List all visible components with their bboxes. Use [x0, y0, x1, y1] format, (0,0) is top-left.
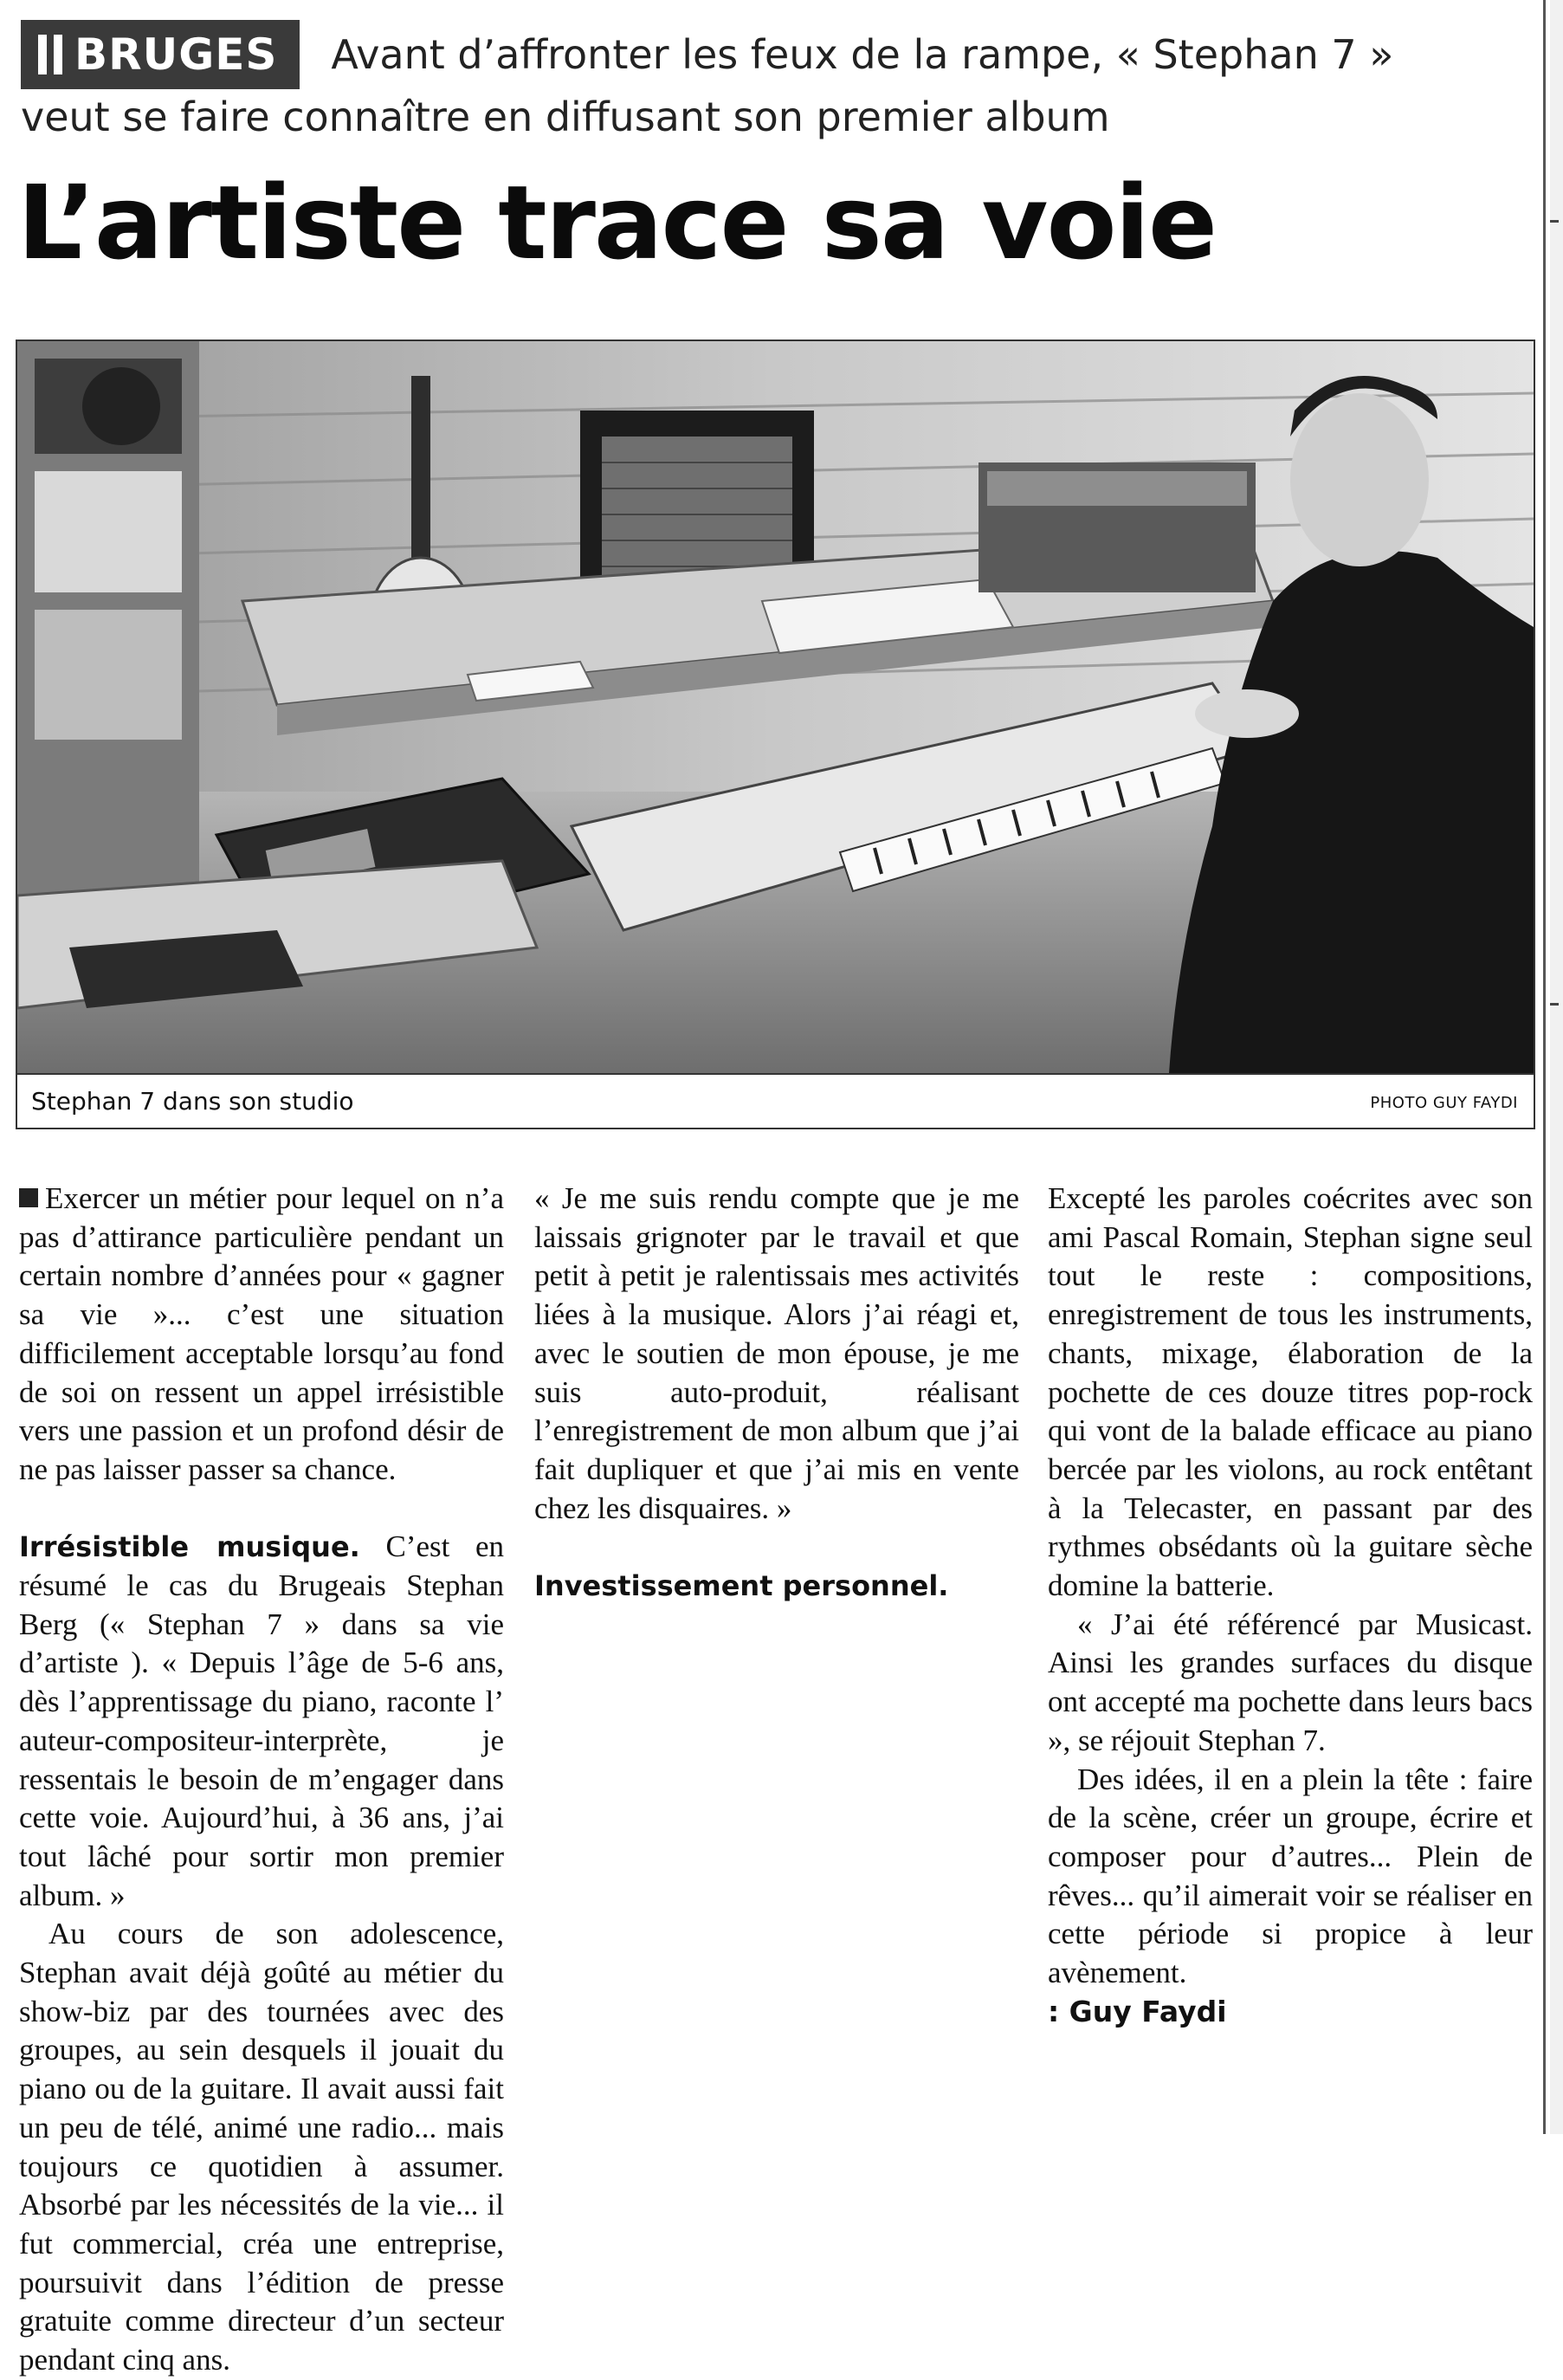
paragraph: « Je me suis rendu compte que je me laissais grignoter par le travail et que petit à petit je ralentissais mes activités liées à la musique. Alors j’ai réagi et, avec le soutien de mon épouse, je me suis auto-produit, réalisant l’enregistrement de mon album que j’ai fait dupliquer et que j’ai mis en vente chez les disquaires. » [534, 1181, 1019, 1525]
paragraph: « J’ai été référencé par Musicast. Ainsi les grandes surfaces du disque ont accepté ma pochette dans leurs bacs », se réjouit Stephan 7. [1048, 1607, 1533, 1757]
margin-tick [1550, 220, 1559, 223]
subhead: Investissement personnel. [534, 1569, 949, 1603]
headline: L’artiste trace sa voie [17, 163, 1217, 282]
column-1 [19, 1180, 504, 2380]
caption-bar [17, 1073, 1534, 1128]
column-3 [1048, 1180, 1533, 2115]
kicker [21, 17, 1393, 92]
page-edge [1550, 0, 1563, 2134]
kicker-line-2: veut se faire connaître en diffusant son premier album [21, 94, 1110, 140]
paragraph [19, 1180, 504, 1490]
paragraph-text: Exercer un métier pour lequel on n’a pas d’attirance particulière pendant un certain nombre d’années pour « gagner sa vie »... c’est une situation difficilement acceptable lorsqu’au fond de soi on ressent un appel irrésistible vers une passion et un profond désir de ne pas laisser passer sa chance. [19, 1181, 504, 1486]
signature-line [1048, 1993, 1533, 2032]
column-rule [1543, 0, 1546, 2134]
signature: : Guy Faydi [1048, 1994, 1227, 2028]
paragraph [19, 1528, 504, 1915]
city-label: BRUGES [74, 29, 278, 80]
kicker-line-1: Avant d’affronter les feux de la rampe, « Stephan 7 » [331, 31, 1394, 78]
paragraph: Excepté les paroles coécrites avec son ami Pascal Romain, Stephan signe seul tout le reste : compositions, enregistrement de tous les instruments, chants, mixage, élaboration de la pochette de ces douze titres pop-rock qui vont de la balade efficace au piano bercée par les violons, au rock entêtant à la Telecaster, en passant par des rythmes obsédants où la guitare sèche domine la batterie. [1048, 1181, 1533, 1603]
photo-caption: Stephan 7 dans son studio [31, 1087, 354, 1116]
paragraph-marker-icon [19, 1188, 38, 1207]
paragraph-text: C’est en résumé le cas du Brugeais Stephan Berg (« Stephan 7 » dans sa vie d’artiste ). « Depuis l’âge de 5-6 ans, dès l’apprentissage du piano, raconte l’ auteur-compositeur-interprète, je ressentais le besoin de m’engager dans cette voie. Aujourd’hui, à 36 ans, j’ai tout lâché pour sortir mon premier album. » [19, 1530, 504, 1912]
section-bars-icon [38, 35, 62, 74]
paragraph: Des idées, il en a plein la tête : faire de la scène, créer un groupe, écrire et composer pour d’autres... Plein de rêves... qu’il aimerait voir se réaliser en cette période si propice à leur avènement. [1048, 1762, 1533, 1990]
paragraph: Au cours de son adolescence, Stephan avait déjà goûté au métier du show-biz par des tournées avec des groupes, au sein desquels il jouait du piano ou de la guitare. Il avait aussi fait un peu de télé, animé une radio... mais toujours ce quotidien à assumer. Absorbé par les nécessités de la vie... il fut commercial, créa une entreprise, poursuivit dans l’édition de presse gratuite comme directeur d’un secteur pendant cinq ans. [19, 1917, 504, 2377]
photo-frame [16, 340, 1535, 1129]
city-tag [21, 20, 300, 89]
subhead: Irrésistible musique. [19, 1530, 360, 1564]
margin-tick [1550, 1003, 1559, 1006]
column-2 [534, 1180, 1019, 2098]
photo-credit: PHOTO GUY FAYDI [1370, 1094, 1518, 1112]
studio-photo [17, 341, 1534, 1073]
paragraph [534, 1567, 1019, 1606]
